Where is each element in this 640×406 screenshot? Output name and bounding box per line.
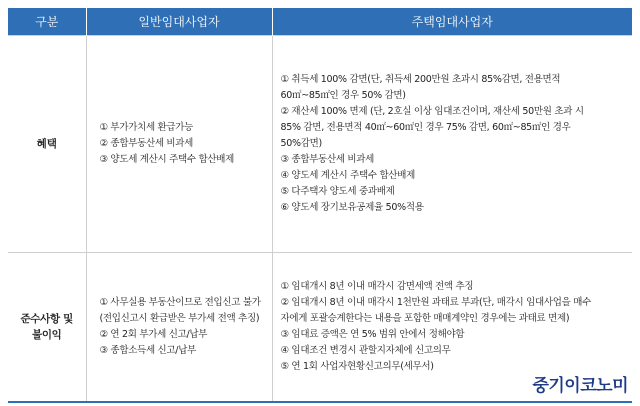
publisher-watermark: 중기이코노미 (530, 371, 630, 396)
list-item: ① 사무실용 부동산이므로 전입신고 불가 (99, 296, 261, 308)
general-benefits-cell (86, 35, 272, 252)
list-item: ⑤ 연 1회 사업자현황신고의무(세무서) (280, 360, 434, 372)
list-item: 60㎡~85㎡인 경우 50% 감면) (280, 89, 406, 101)
category-label-line: 준수사항 및 (20, 312, 74, 325)
list-item: (전입신고시 환급받은 부가세 전액 추징) (99, 312, 260, 324)
list-item: ② 임대개시 8년 이내 매각시 1천만원 과태료 부과(단, 매각시 임대사업을 매수 (280, 296, 591, 308)
list-item: 50%감면) (280, 137, 322, 149)
list-item: 자에게 포괄승계한다는 내용을 포함한 매매계약인 경우에는 과태료 면제) (280, 312, 570, 324)
list-item: ② 종합부동산세 비과세 (99, 137, 194, 149)
list-item: ② 재산세 100% 면제 (단, 2호실 이상 임대조건이며, 재산세 50만원 초과 시 (280, 105, 584, 117)
category-benefits: 혜택 (8, 35, 86, 252)
list-item: ① 임대개시 8년 이내 매각시 감면세액 전액 추징 (280, 280, 474, 292)
list-item: ⑥ 양도세 장기보유공제율 50%적용 (280, 201, 424, 213)
table-header-row (8, 8, 632, 35)
list-item: ④ 임대조건 변경시 관할지자체에 신고의무 (280, 344, 451, 356)
list-item: ⑤ 다주택자 양도세 중과배제 (280, 185, 395, 197)
header-category: 구분 (8, 8, 86, 35)
list-item: ③ 양도세 계산시 주택수 합산배제 (99, 153, 234, 165)
list-item: ② 연 2회 부가세 신고/납부 (99, 328, 208, 340)
housing-benefits-cell (272, 35, 632, 252)
general-obligations-cell (86, 252, 272, 402)
category-obligations (8, 252, 86, 402)
list-item: ① 취득세 100% 감면(단, 취득세 200만원 초과시 85%감면, 전용면적 (280, 73, 561, 85)
category-label-line: 불이익 (31, 328, 62, 341)
list-item: ① 부가가치세 환급가능 (99, 121, 194, 133)
list-item: ③ 임대료 증액은 연 5% 범위 안에서 정해야함 (280, 328, 465, 340)
list-item: ③ 종합소득세 신고/납부 (99, 344, 196, 356)
list-item: ③ 종합부동산세 비과세 (280, 153, 375, 165)
list-item: ④ 양도세 계산시 주택수 합산배제 (280, 169, 415, 181)
list-item: 85% 감면, 전용면적 40㎡~60㎡인 경우 75% 감면, 60㎡~85㎡인 경우 (280, 121, 571, 133)
comparison-table (8, 8, 632, 403)
table-row-benefits (8, 35, 632, 252)
header-housing-lessor: 주택임대사업자 (272, 8, 632, 35)
header-general-lessor: 일반임대사업자 (86, 8, 272, 35)
